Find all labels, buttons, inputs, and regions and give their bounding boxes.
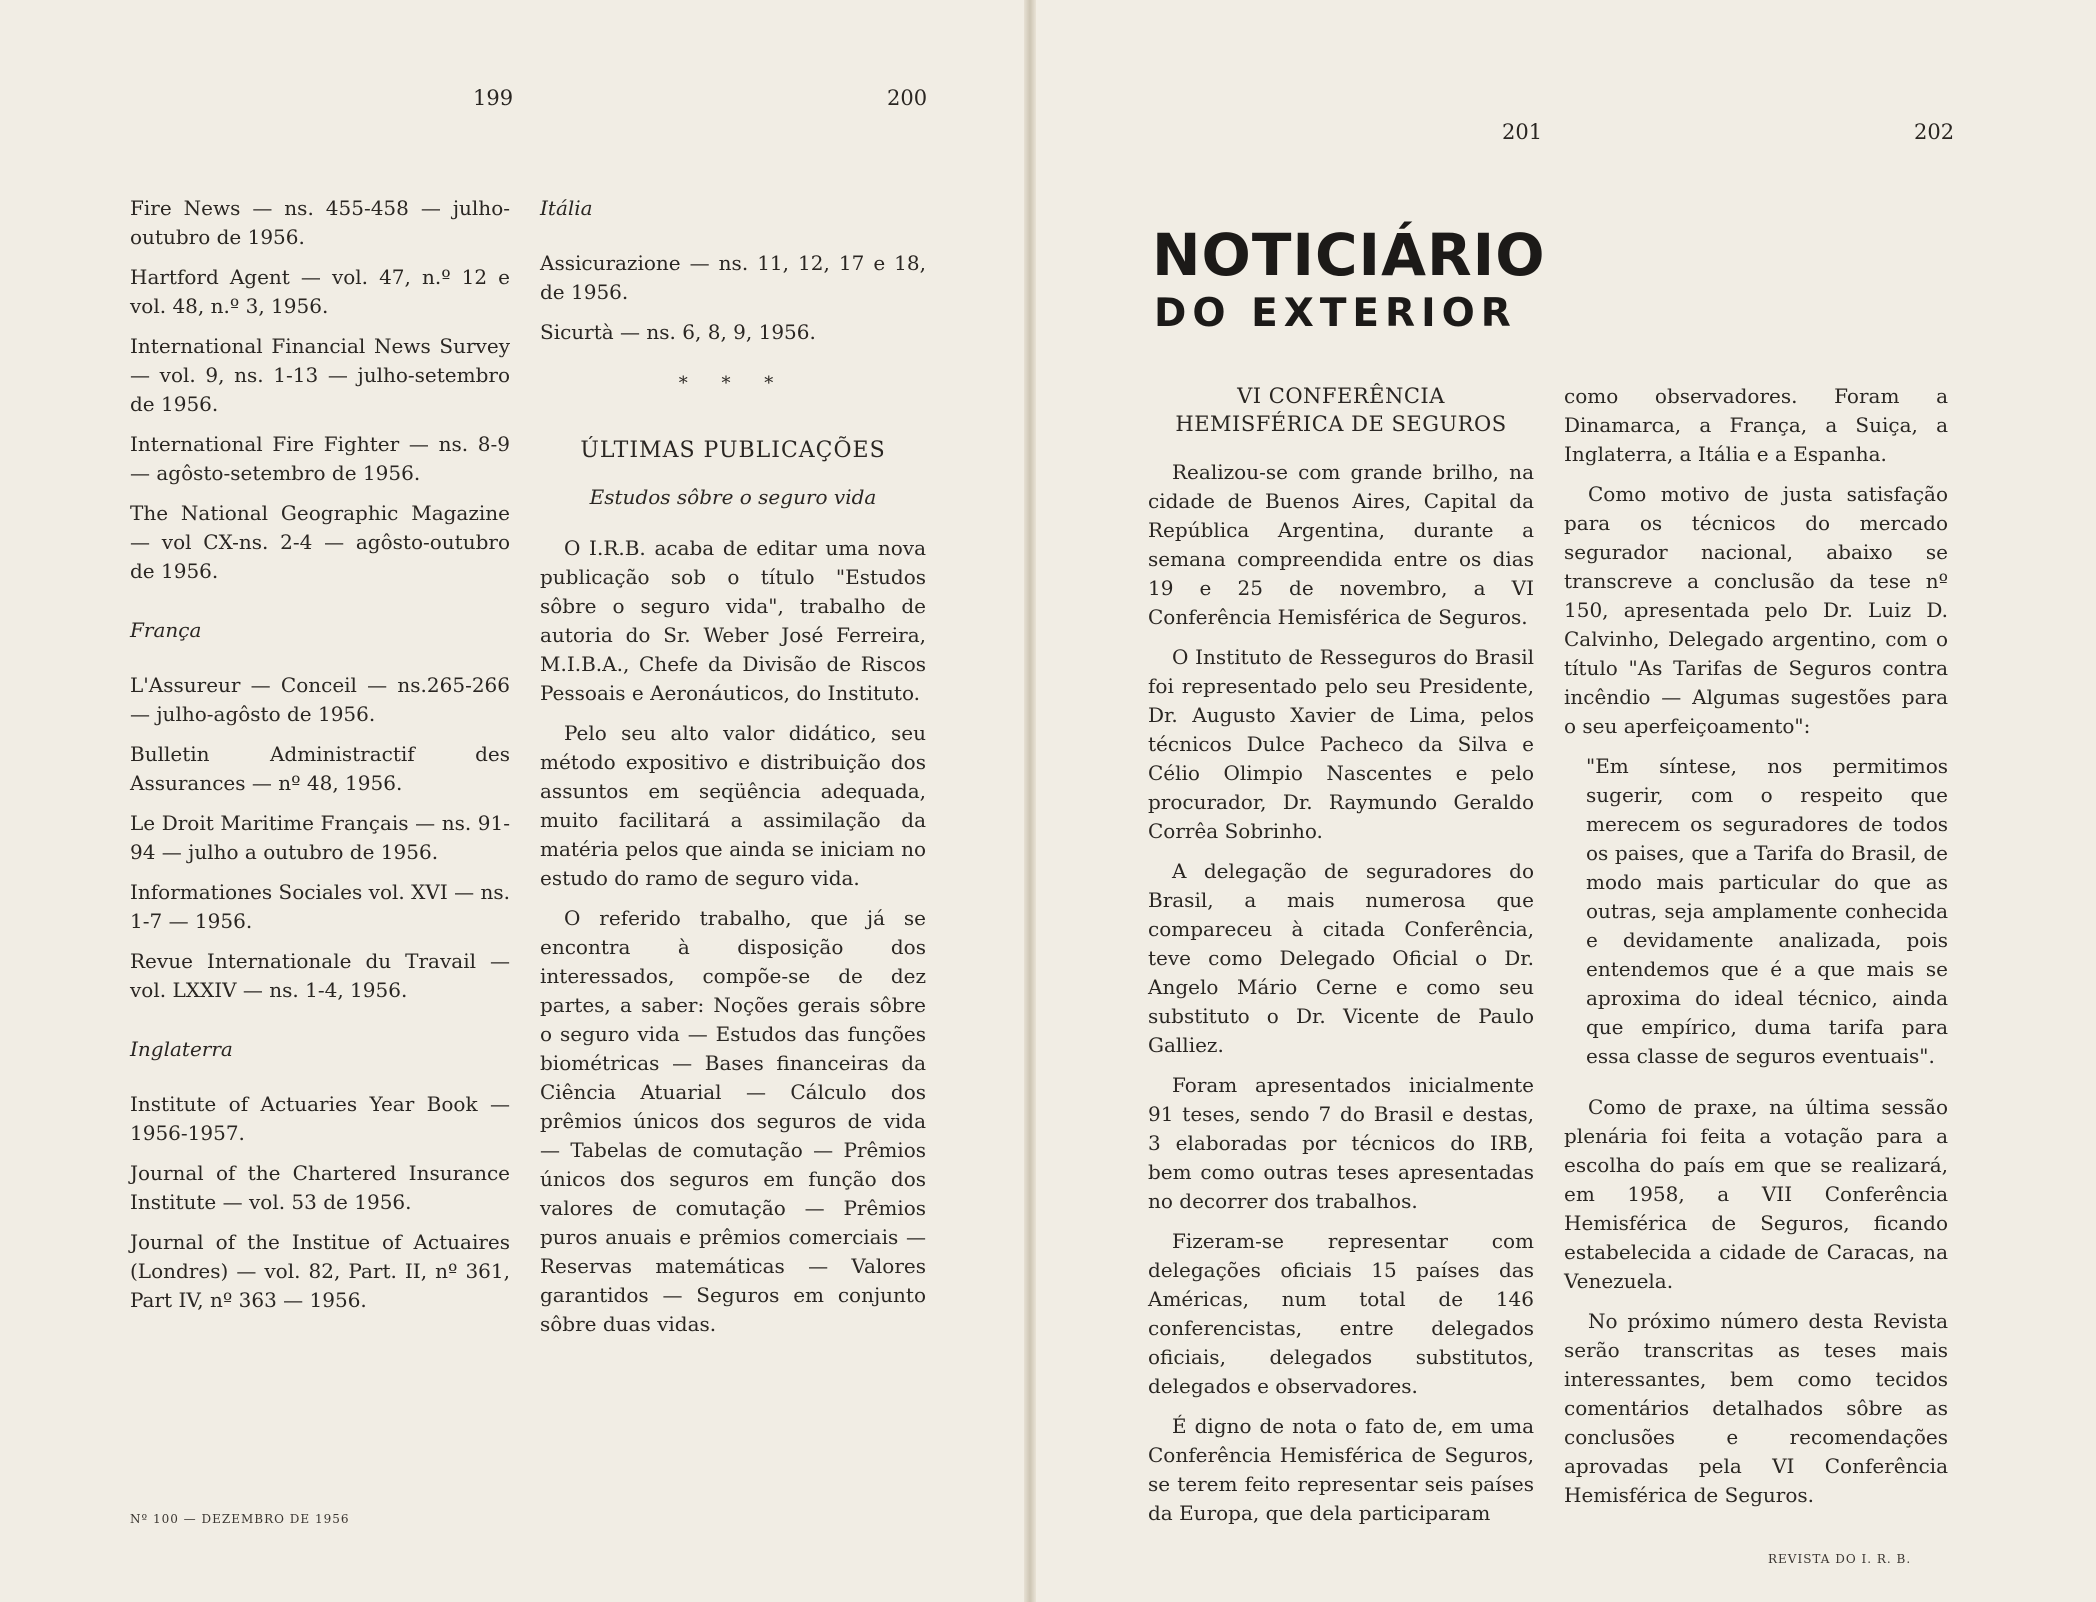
- paragraph: O Instituto de Resseguros do Brasil foi representado pelo seu Presidente, Dr. Augusto Xavier de Lima, pelos técnicos Dulce Pacheco da Silva e Célio Olimpio Nascentes e pelo procurador, Dr. Raymundo Geraldo Corrêa Sobrinho.: [1148, 645, 1534, 843]
- paragraph: Fizeram-se representar com delegações oficiais 15 países das Américas, num total de 146 conferencistas, entre delegados oficiais, delegados substitutos, delegados e observadores.: [1148, 1229, 1534, 1398]
- column-page-200: [540, 194, 926, 1350]
- title-line-2: DO EXTERIOR: [1154, 291, 1517, 336]
- list-item: Assicurazione — ns. 11, 12, 17 e 18, de 1956.: [540, 251, 926, 304]
- subheading: Estudos sôbre o seguro vida: [589, 485, 877, 509]
- paragraph: Foram apresentados inicialmente 91 teses, sendo 7 do Brasil e destas, 3 elaboradas por técnicos do IRB, bem como outras teses apresentadas no decorrer dos trabalhos.: [1148, 1073, 1534, 1213]
- paragraph: Como de praxe, na última sessão plenária foi feita a votação para a escolha do país em que se realizará, em 1958, a VII Conferência Hemisférica de Seguros, ficando estabelecida a cidade de Caracas, na Venezuela.: [1564, 1095, 1948, 1293]
- page-number-201: 201: [1502, 120, 1543, 144]
- paragraph: Realizou-se com grande brilho, na cidade de Buenos Aires, Capital da República Argentina, durante a semana compreendida entre os dias 19 e 25 de novembro, a VI Conferência Hemisférica de Seguros.: [1148, 460, 1534, 629]
- article-heading-line-2: HEMISFÉRICA DE SEGUROS: [1175, 412, 1507, 436]
- section-title: [1152, 221, 1572, 336]
- list-item: International Financial News Survey — vol. 9, ns. 1-13 — julho-setembro de 1956.: [130, 334, 510, 416]
- paragraph: No próximo número desta Revista serão transcritas as teses mais interessantes, bem como tecidos comentários detalhados sôbre as conclusões e recomendações aprovadas pela VI Conferência Hemisférica de Seguros.: [1564, 1309, 1948, 1507]
- column-page-202: [1564, 382, 1948, 1521]
- section-divider-stars: * * *: [678, 373, 788, 394]
- list-item: Revue Internationale du Travail — vol. LXXIV — ns. 1-4, 1956.: [130, 949, 510, 1002]
- page-number-199: 199: [473, 86, 514, 110]
- list-item: Informationes Sociales vol. XVI — ns. 1-7 — 1956.: [130, 880, 510, 933]
- paragraph: O referido trabalho, que já se encontra à disposição dos interessados, compõe-se de dez partes, a saber: Noções gerais sôbre o seguro vida — Estudos das funções biométricas — Bases financeiras da Ciência Atuarial — Cálculo dos prêmios únicos dos seguros de vida — Tabelas de comutação — Prêmios únicos dos seguros em função dos valores de comutação — Prêmios puros anuais e prêmios comerciais — Reservas matemáticas — Valores garantidos — Seguros em conjunto sôbre duas vidas.: [540, 906, 926, 1336]
- title-line-1: NOTICIÁRIO: [1152, 221, 1546, 289]
- article-heading-line-1: VI CONFERÊNCIA: [1237, 384, 1445, 408]
- page-number-202: 202: [1914, 120, 1955, 144]
- page-number-200: 200: [887, 86, 928, 110]
- paragraph: Como motivo de justa satisfação para os técnicos do mercado segurador nacional, abaixo se transcreve a conclusão da tese nº 150, apresentada pelo Dr. Luiz D. Calvinho, Delegado argentino, com o título "As Tarifas de Seguros contra incêndio — Algumas sugestões para o seu aperfeiçoamento":: [1564, 482, 1948, 738]
- footer-journal: REVISTA DO I. R. B.: [1768, 1552, 1912, 1566]
- list-item: Journal of the Chartered Insurance Institute — vol. 53 de 1956.: [130, 1161, 510, 1214]
- section-heading-inglaterra: Inglaterra: [130, 1037, 233, 1061]
- column-page-199: [130, 194, 510, 1326]
- section-heading-franca: França: [130, 618, 202, 642]
- quote-text: "Em síntese, nos permitimos sugerir, com o respeito que merecem os seguradores de todos os paises, que a Tarifa do Brasil, de modo mais particular do que as outras, seja amplamente conhecida e devidamente analizada, pois entendemos que é a que mais se aproxima do ideal técnico, ainda que empírico, duma tarifa para essa classe de seguros eventuais".: [1586, 754, 1948, 1068]
- list-item: Hartford Agent — vol. 47, n.º 12 e vol. 48, n.º 3, 1956.: [130, 265, 510, 318]
- column-page-201: [1148, 382, 1534, 1539]
- list-item: The National Geographic Magazine — vol CX-ns. 2-4 — agôsto-outubro de 1956.: [130, 501, 510, 583]
- list-item: Institute of Actuaries Year Book — 1956-1957.: [130, 1092, 510, 1145]
- paragraph: É digno de nota o fato de, em uma Conferência Hemisférica de Seguros, se terem feito representar seis países da Europa, que dela participaram: [1148, 1414, 1534, 1525]
- paragraph-continued: como observadores. Foram a Dinamarca, a França, a Suiça, a Inglaterra, a Itália e a Espanha.: [1564, 384, 1948, 466]
- list-item: Fire News — ns. 455-458 — julho-outubro de 1956.: [130, 196, 510, 249]
- section-heading-ultimas-publicacoes: ÚLTIMAS PUBLICAÇÕES: [580, 438, 886, 463]
- block-quote: [1564, 752, 1948, 1071]
- list-item: Bulletin Administractif des Assurances — nº 48, 1956.: [130, 742, 510, 795]
- section-heading-italia: Itália: [540, 196, 593, 220]
- list-item: L'Assureur — Conceil — ns.265-266 — julho-agôsto de 1956.: [130, 673, 510, 726]
- list-item: Journal of the Institue of Actuaires (Londres) — vol. 82, Part. II, nº 361, Part IV, nº 363 — 1956.: [130, 1230, 510, 1312]
- footer-issue: Nº 100 — DEZEMBRO DE 1956: [130, 1512, 350, 1526]
- paragraph: Pelo seu alto valor didático, seu método expositivo e distribuição dos assuntos em seqüência adequada, muito facilitará a assimilação da matéria pelos que ainda se iniciam no estudo do ramo de seguro vida.: [540, 721, 926, 890]
- book-gutter: [1024, 0, 1036, 1602]
- paragraph: A delegação de seguradores do Brasil, a mais numerosa que compareceu à citada Conferência, teve como Delegado Oficial o Dr. Angelo Mário Cerne e como seu substituto o Dr. Vicente de Paulo Galliez.: [1148, 859, 1534, 1057]
- paragraph: O I.R.B. acaba de editar uma nova publicação sob o título "Estudos sôbre o seguro vida", trabalho de autoria do Sr. Weber José Ferreira, M.I.B.A., Chefe da Divisão de Riscos Pessoais e Aeronáuticos, do Instituto.: [540, 536, 926, 705]
- list-item: Sicurtà — ns. 6, 8, 9, 1956.: [540, 320, 816, 344]
- list-item: Le Droit Maritime Français — ns. 91-94 — julho a outubro de 1956.: [130, 811, 510, 864]
- article-heading: [1148, 382, 1534, 438]
- list-item: International Fire Fighter — ns. 8-9 — agôsto-setembro de 1956.: [130, 432, 510, 485]
